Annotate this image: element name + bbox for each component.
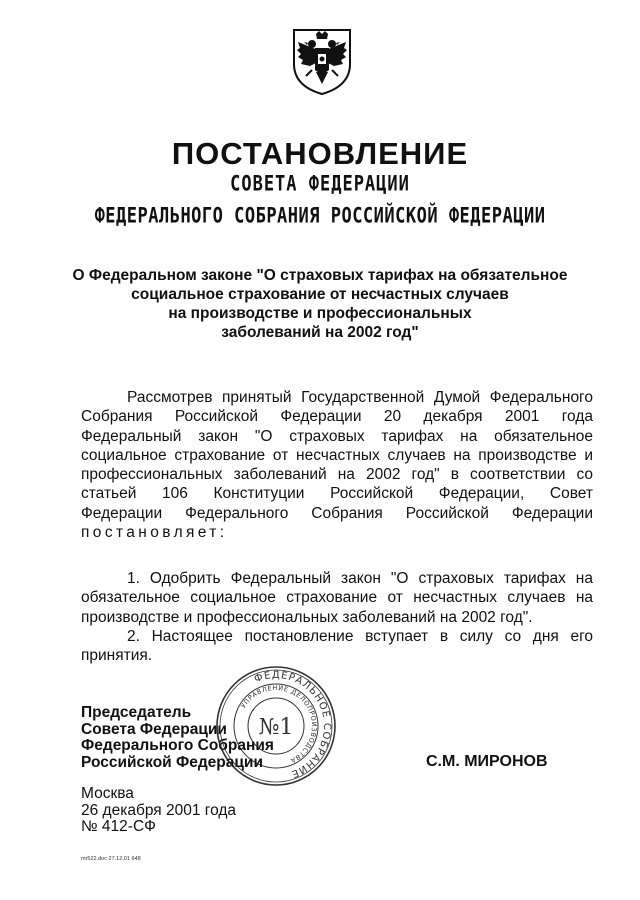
- preamble-line: профессиональных заболеваний на 2002 год" в соответствии со: [81, 466, 593, 484]
- preamble-line: статьей 106 Конституции Российской Федерации, Совет: [81, 485, 593, 503]
- round-seal-icon: [214, 664, 338, 788]
- resolution-items: [81, 569, 593, 665]
- document-number: № 412-СФ: [81, 818, 156, 835]
- seal-inner-text: УПРАВЛЕНИЕ ДЕЛОПРОИЗВОДСТВА: [239, 683, 319, 765]
- city: Москва: [81, 785, 134, 802]
- footer-file-code: mr522.doc 27.12.01 648: [81, 856, 141, 862]
- item-2-line: принятия.: [81, 647, 153, 665]
- document-subject: [60, 266, 580, 342]
- subject-line: О Федеральном законе "О страховых тарифах на обязательное: [72, 267, 568, 284]
- preamble-line: Рассмотрев принятый Государственной Думой Федерального: [127, 389, 593, 406]
- signatory-name: С.М. МИРОНОВ: [426, 753, 548, 770]
- subject-line: заболеваний на 2002 год": [221, 324, 419, 341]
- preamble-line: Федеральный закон "О страховых тарифах на обязательное: [81, 427, 593, 445]
- subject-line: на производстве и профессиональных: [168, 305, 472, 322]
- item-1-line: 1. Одобрить Федеральный закон "О страховых тарифах на: [127, 570, 593, 587]
- preamble-line: Собрания Российской Федерации 20 декабря 2001 года: [81, 408, 593, 426]
- signatory-line: Председатель: [81, 704, 192, 721]
- preamble-line: социальное страхование от несчастных случаев на производстве и: [81, 446, 593, 464]
- seal-outer-text: ФЕДЕРАЛЬНОЕ СОБРАНИЕ: [252, 669, 333, 780]
- item-1-line: производстве и профессиональных заболеваний на 2002 год".: [81, 608, 533, 626]
- subject-line: социальное страхование от несчастных случаев: [131, 286, 509, 303]
- preamble-paragraph: [81, 388, 593, 542]
- signatory-line: Федерального Собрания: [81, 737, 274, 754]
- resolves-word: постановляет:: [81, 524, 228, 542]
- place-and-date: [81, 786, 236, 836]
- signatory-line: Российской Федерации: [81, 753, 263, 771]
- state-emblem-icon: [288, 24, 356, 96]
- item-1-line: обязательное социальное страхование от несчастных случаев на: [81, 589, 593, 607]
- item-2-line: 2. Настоящее постановление вступает в силу со дня его: [127, 627, 593, 645]
- seal-number: №1: [258, 715, 294, 740]
- issuing-body-line2: ФЕДЕРАЛЬНОГО СОБРАНИЯ РОССИЙСКОЙ ФЕДЕРАЦИИ: [94, 203, 546, 229]
- signatory-line: Совета Федерации: [81, 720, 227, 738]
- document-title: ПОСТАНОВЛЕНИЕ: [171, 136, 469, 171]
- preamble-line: Федерации Федерального Собрания Российской Федерации: [81, 504, 593, 522]
- issuing-body-line1: СОВЕТА ФЕДЕРАЦИИ: [230, 171, 410, 197]
- date: 26 декабря 2001 года: [81, 801, 237, 819]
